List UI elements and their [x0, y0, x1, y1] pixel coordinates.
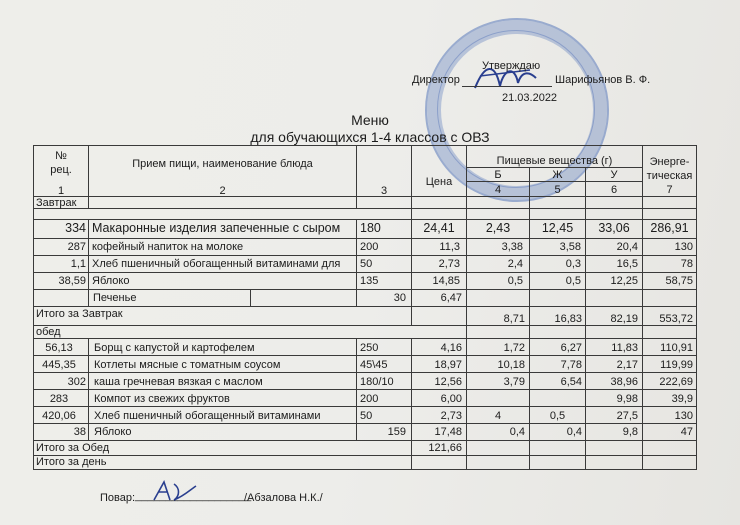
breakfast-total-b: 8,71: [503, 313, 525, 325]
director-label: Директор: [412, 74, 460, 86]
breakfast-item-price: 2,73: [438, 258, 460, 270]
header-rec-no: №: [55, 150, 67, 162]
lunch-total-label: Итого за Обед: [36, 442, 110, 454]
breakfast-total-u: 82,19: [610, 313, 638, 325]
lunch-item-zh: 0,5: [549, 410, 566, 422]
section-lunch: обед: [36, 326, 61, 338]
col-number-6: 6: [610, 184, 618, 196]
page-title: Меню: [351, 112, 389, 128]
cook-signature-icon: [150, 478, 200, 506]
lunch-item-rec: 445,35: [42, 359, 76, 371]
breakfast-item-weight: 180: [360, 222, 381, 235]
col-number-1: 1: [57, 185, 65, 197]
lunch-item-u: 9,8: [622, 426, 638, 438]
breakfast-item-rec: 1,1: [70, 258, 86, 270]
breakfast-item-name: Макаронные изделия запеченные с сыром: [92, 222, 341, 235]
cook-name: /Абзалова Н.К./: [244, 492, 323, 504]
breakfast-item-zh: 0,5: [565, 275, 581, 287]
lunch-item-b: 3,79: [503, 376, 525, 388]
approve-label: Утверждаю: [482, 60, 541, 72]
breakfast-item-kcal: 58,75: [665, 275, 693, 287]
breakfast-item-kcal: 130: [674, 241, 693, 253]
lunch-item-u: 38,96: [610, 376, 638, 388]
lunch-item-kcal: 119,99: [660, 359, 693, 371]
lunch-item-weight: 159: [387, 426, 406, 438]
breakfast-item-rec: 38,59: [58, 275, 86, 287]
breakfast-item-b: 3,38: [501, 241, 523, 253]
lunch-item-kcal: 39,9: [671, 393, 693, 405]
breakfast-item-weight: 200: [360, 241, 379, 253]
header-energy-line1: Энерге-: [649, 156, 690, 168]
col-number-2: 2: [219, 185, 226, 197]
header-u: У: [610, 169, 618, 181]
breakfast-item-price: 24,41: [423, 222, 455, 235]
lunch-item-price: 2,73: [440, 410, 462, 422]
lunch-item-zh: 7,78: [560, 359, 582, 371]
breakfast-item-zh: 0,3: [565, 258, 581, 270]
lunch-item-price: 12,56: [434, 376, 462, 388]
lunch-item-price: 17,48: [434, 426, 462, 438]
breakfast-item-u: 12,25: [610, 275, 638, 287]
breakfast-item-kcal: 286,91: [650, 222, 689, 235]
lunch-item-u: 11,83: [611, 342, 638, 354]
breakfast-total-label: Итого за Завтрак: [36, 308, 123, 320]
section-breakfast: Завтрак: [36, 197, 77, 209]
lunch-item-weight: 45\45: [360, 359, 388, 371]
lunch-item-zh: 0,4: [566, 426, 582, 438]
header-nutrients: Пищевые вещества (г): [496, 155, 613, 167]
lunch-item-weight: 200: [360, 393, 379, 405]
col-number-5: 5: [554, 184, 561, 196]
col-number-3: 3: [380, 185, 388, 197]
lunch-item-weight: 250: [360, 342, 379, 354]
header-meal: Прием пищи, наименование блюда: [132, 158, 313, 170]
breakfast-item-u: 16,5: [616, 258, 638, 270]
page-subtitle: для обучающихся 1-4 классов с ОВЗ: [250, 129, 490, 145]
breakfast-item-price: 11,3: [439, 241, 460, 253]
day-total-label: Итого за день: [36, 456, 107, 468]
header-b: Б: [494, 169, 502, 181]
lunch-total-price: 121,66: [428, 442, 462, 454]
lunch-item-b: 1,72: [503, 342, 525, 354]
lunch-item-b: 10,18: [497, 359, 525, 371]
lunch-item-name: Котлеты мясные с томатным соусом: [94, 359, 281, 371]
lunch-item-zh: 6,27: [560, 342, 582, 354]
lunch-item-name: каша гречневая вязкая с маслом: [94, 376, 263, 388]
breakfast-item-zh: 12,45: [541, 222, 574, 235]
lunch-item-rec: 283: [49, 393, 69, 405]
lunch-item-weight: 50: [360, 410, 373, 422]
lunch-item-name: Компот из свежих фруктов: [94, 393, 230, 405]
breakfast-item-b: 2,43: [485, 222, 511, 235]
lunch-item-kcal: 47: [680, 426, 693, 438]
lunch-item-price: 6,00: [440, 393, 462, 405]
breakfast-item-b: 0,5: [507, 275, 523, 287]
director-name: Шарифьянов В. Ф.: [555, 74, 651, 86]
breakfast-item-weight: 50: [360, 258, 373, 270]
breakfast-item-weight: 135: [360, 275, 379, 287]
lunch-item-u: 2,17: [616, 359, 638, 371]
lunch-item-price: 18,97: [434, 359, 462, 371]
lunch-item-u: 9,98: [616, 393, 638, 405]
lunch-item-kcal: 110,91: [660, 342, 693, 354]
lunch-item-zh: 6,54: [560, 376, 582, 388]
breakfast-total-zh: 16,83: [554, 313, 582, 325]
breakfast-item-b: 2,4: [507, 258, 523, 270]
breakfast-item-u: 33,06: [598, 222, 630, 235]
breakfast-item-price: 14,85: [432, 275, 460, 287]
col-number-7: 7: [666, 184, 673, 196]
cook-label: Повар:: [100, 492, 136, 504]
lunch-item-b: 0,4: [509, 426, 525, 438]
breakfast-item-rec: 334: [65, 222, 86, 235]
breakfast-total-kcal: 553,72: [659, 313, 693, 325]
header-price: Цена: [425, 176, 453, 188]
header-zh: Ж: [552, 169, 563, 181]
lunch-item-rec: 420,06: [42, 410, 76, 422]
cook-signature-line: ___________________: [135, 490, 252, 502]
lunch-item-name: Борщ с капустой и картофелем: [94, 342, 255, 354]
header-rec-no-line2: рец.: [50, 164, 72, 176]
approval-date: 21.03.2022: [502, 92, 558, 104]
lunch-item-rec: 38: [73, 426, 86, 438]
lunch-item-name: Яблоко: [94, 426, 132, 438]
breakfast-item-kcal: 78: [680, 258, 693, 270]
breakfast-item-name: Печенье: [93, 292, 137, 304]
breakfast-item-name: Хлеб пшеничный обогащенный витаминами для: [92, 258, 341, 270]
lunch-item-weight: 180/10: [360, 376, 394, 388]
lunch-item-name: Хлеб пшеничный обогащенный витаминами: [94, 410, 321, 422]
breakfast-item-weight: 30: [393, 292, 406, 304]
breakfast-item-name: Яблоко: [92, 275, 130, 287]
lunch-item-kcal: 222,69: [659, 376, 693, 388]
lunch-item-u: 27,5: [616, 410, 638, 422]
breakfast-item-zh: 3,58: [559, 241, 581, 253]
lunch-item-rec: 56,13: [45, 342, 73, 354]
lunch-item-price: 4,16: [440, 342, 462, 354]
header-energy-line2: тическая: [646, 170, 693, 182]
breakfast-item-rec: 287: [67, 241, 86, 253]
lunch-item-kcal: 130: [674, 410, 693, 422]
lunch-item-rec: 302: [67, 376, 86, 388]
breakfast-item-name: кофейный напиток на молоке: [92, 241, 244, 253]
breakfast-item-price: 6,47: [440, 292, 462, 304]
lunch-item-b: 4: [494, 410, 502, 422]
breakfast-item-u: 20,4: [616, 241, 638, 253]
col-number-4: 4: [494, 184, 502, 196]
